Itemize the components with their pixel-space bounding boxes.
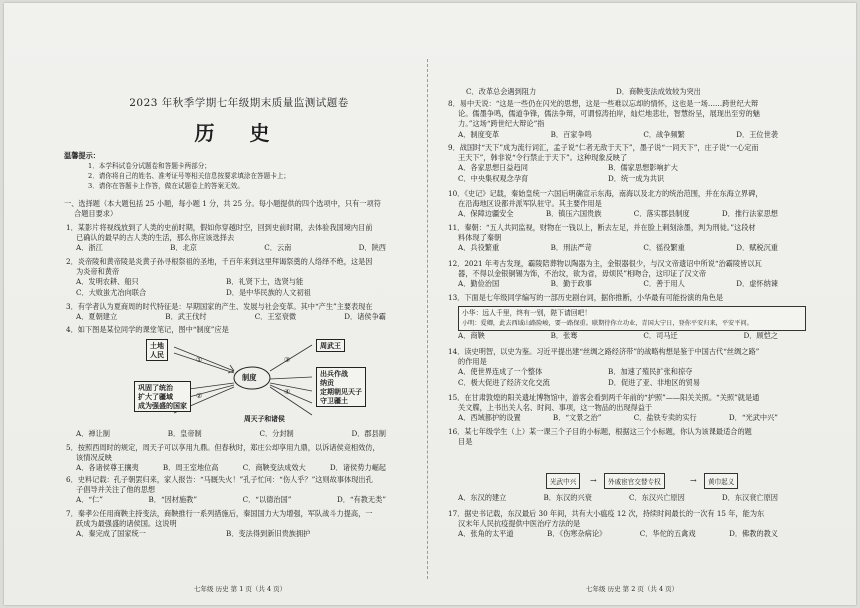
option-c: C．战争频繁 — [643, 129, 685, 139]
option-d: D．促进了亚、非地区的贸易 — [608, 377, 701, 387]
option-c: C．落实郡县制度 — [633, 209, 690, 219]
option-d: D．陕西 — [358, 243, 386, 253]
option-d: D．佛教的教义 — [729, 529, 778, 539]
question-4-options — [66, 429, 396, 439]
option-c: C．华佗的五禽戏 — [639, 529, 696, 539]
option-b: B．加速了殖民扩张和掠夺 — [608, 367, 693, 377]
drama-dialogue-box — [458, 306, 806, 331]
page-divider — [427, 59, 428, 579]
option-d: D．诸侯势力崛起 — [329, 463, 386, 473]
option-b: B．变法得到新旧贵族拥护 — [226, 529, 311, 539]
option-a: A．各家思想日益趋同 — [458, 163, 528, 173]
option-a: A．张角的太平道 — [458, 529, 514, 539]
option-a: A．保障边疆安全 — [458, 209, 514, 219]
page-footer-left: 七年级 历史 第 1 页（共 4 页） — [194, 585, 287, 593]
dialogue-line: 小明：爱卿，此去西域山路险峻，要一路保重。联期待你立功业，青国大宁日，登你平安归来，平安平问。 — [462, 319, 753, 327]
option-d: D．“有教无类” — [336, 495, 386, 505]
option-b: B．刑法严苛 — [550, 243, 592, 253]
option-c: C．王室衰微 — [254, 312, 297, 322]
question-14: 14．读史明智，以史为鉴。习近平提出建“丝绸之路经济带”的战略构想是鉴于中国古代“丝绸之路” 的作用是 A．使世界连成了一个整体 B．加速了殖民扩张和掠夺 C．极大促进了经济文化交流 D．促进了亚、非地区的贸易 — [448, 347, 760, 387]
subject-title: 历 史 — [194, 121, 284, 145]
option-c: C．中央集权观念孕育 — [458, 173, 529, 183]
option-a: A．制度变革 — [458, 129, 500, 139]
num-3: ③ — [284, 355, 291, 364]
option-a: A．勤俭治国 — [458, 279, 500, 289]
question-3: 3．有学者认为夏商周的时代特征是：早期国家的产生、发展与社会变革。其中“产生”主要表现在 A．夏朝建立 B．武王伐纣 C．王室衰微 D．诸侯争霸 — [66, 302, 386, 322]
option-a: A．各诸侯尊王攘夷 — [76, 463, 139, 473]
option-d: D．商鞅变法成效较为突出 — [616, 87, 701, 96]
option-b: B．张骞 — [550, 331, 578, 340]
feudal-diagram — [134, 335, 374, 425]
option-d: D．“光武中兴” — [728, 413, 778, 423]
option-a: A．“仁” — [76, 495, 103, 505]
question-16: 16．某七年级学生（上）某一课三个子目的小标题，根据这三个小标题，你认为该课最适合的题 目是 — [448, 427, 752, 447]
option-c: C．商鞅变法成效大 — [242, 463, 306, 473]
question-13: 13．下面是七年级同学编写的一部历史剧台词，据你推断，小华最有可能扮演的角色是 — [448, 293, 724, 302]
diagram-bottom-right: 出兵作战 纳贡 定期朝见天子 守卫疆土 — [316, 367, 366, 407]
option-d: D．推行法家思想 — [721, 209, 778, 219]
page-footer-right: 七年级 历史 第 2 页（共 4 页） — [586, 585, 679, 593]
timeline-item: 光武中兴 — [546, 473, 580, 489]
option-d: D．赋税沉重 — [736, 243, 778, 253]
option-c: C．分封制 — [259, 429, 294, 438]
question-16-options — [448, 493, 778, 503]
option-d: D．顾恺之 — [743, 331, 778, 340]
diagram-bottom-left: 巩固了统治 扩大了疆域 成为强盛的国家 — [134, 381, 191, 412]
num-2: ② — [196, 391, 203, 400]
option-d: D．是中华民族的人文初祖 — [226, 287, 311, 297]
option-a: A．西域都护的设置 — [458, 413, 521, 423]
question-4: 4．如下图是某位同学的课堂笔记，图中“制度”应是 — [66, 325, 229, 334]
diagram-caption: 周天子和诸侯 — [244, 415, 285, 423]
question-11: 11．秦朝：“五人共同监视，财物在一钱以上，断去左足，并在脸上刺刻涂墨，判为刑徒。”这段材 料体现了秦朝 A．兵役繁重 B．刑法严苛 C．徭役繁重 D．赋税沉重 — [448, 223, 778, 253]
diagram-top-right: 周武王 — [316, 339, 345, 352]
option-a: A．禅让制 — [76, 429, 110, 438]
question-15: 15．在甘肃敦煌的阳关遗址博物馆中，游客会看到两千年前的“护照”——阳关关照。“关照”就是通 关文牒，上书出关人名、时间、事项，这一物品的出现得益于 A．西域都护的设置 B．“文景之治” C．盐铁专卖的实行 D．“光武中兴” — [448, 393, 778, 423]
option-c: C．司马迁 — [643, 331, 678, 340]
question-17: 17．据史书记载，东汉最后 30 年间，共有大小瘟疫 12 次，持续时间最长的一次有 15 年，能为东 汉末年人民抗疫提供中医治疗方法的是 A．张角的太平道 B．《伤寒杂病论》 C．华佗的五禽戏 D．佛教的教义 — [448, 509, 778, 539]
option-a: A．东汉的建立 — [458, 493, 507, 502]
arrow-right-icon: → — [690, 476, 697, 485]
option-b: B．“因材施教” — [148, 495, 198, 505]
option-b: B．北京 — [170, 243, 197, 253]
option-c: C．“以德治国” — [242, 495, 292, 505]
question-6: 6．史料记载：孔子朝罢归来，家人报告：“马厩失火！”孔子忙问：“伤人乎？”这则故事体现出孔 子倡导并关注了他的思想 A．“仁” B．“因材施教” C．“以德治国” D．“有教无类” — [66, 475, 386, 505]
option-d: D．诸侯争霸 — [344, 312, 386, 322]
option-c: C．大败蚩尤冶向联合 — [76, 287, 147, 297]
option-b: B．礼贤下士，选贤与能 — [226, 277, 304, 287]
question-9: 9．战国时“天下”成为流行词汇，孟子说“仁者无敌于天下”，墨子说“一同天下”，庄子说“一心定而 王天下”，韩非说“令行禁止于天下”。这种现象反映了 A．各家思想日益趋同 B．儒家思想影响扩大 C．中央集权观念孕育 D．统一成为共识 — [448, 143, 759, 183]
option-b: B．“文景之治” — [552, 413, 602, 423]
right-page — [448, 3, 806, 605]
exam-title: 2023 年秋季学期七年级期末质量监测试题卷 — [129, 97, 349, 109]
question-10: 10．《史记》记载，秦始皇统一六国后明确宣示东海，南海以及北方的统治范围，并在东海立界碑， 在沿海地区设都并派军队驻守。其主要作用是 A．保障边疆安全 B．镇压六国贵族 C．落实郡县制度 D．推行法家思想 — [448, 189, 778, 219]
option-d: D．东汉衰亡原因 — [721, 493, 778, 502]
exam-sheet — [4, 3, 856, 605]
option-a: A．夏朝建立 — [76, 312, 118, 322]
option-c: C．徭役繁重 — [643, 243, 685, 253]
option-a: A．兵役繁重 — [458, 243, 500, 253]
option-b: B．百家争鸣 — [550, 129, 592, 139]
question-12: 12．2021 年考古发现，霸陵陪葬物以陶器为主，金银器很少，与汉文帝遗诏中所说“治霸陵皆以瓦 器，不得以金银铜锡为饰，不治坟，欲为省，毋烦民”相吻合，这印证了汉文帝 A．勤俭治国 B．勤于政事 C．善于用人 D．虚怀纳谏 — [448, 259, 778, 289]
option-b: B．勤于政事 — [550, 279, 592, 289]
question-1: 1．某影片将视线放到了人类的史前时期，假如你穿越时空，回到史前时期，去体验我国境内目前 已确认的最早的古人类的生活，那么你应该选择去 A．浙江 B．北京 C．云南 D．陕西 — [66, 223, 386, 253]
option-c: C．改革总会遇到阻力 — [466, 87, 537, 96]
dialogue-line: 小华：远人千里，终有一别，陛下请回吧！ — [462, 309, 592, 317]
question-8: 8．易中天说：“这是一些仍在闪光的思想，这是一些难以忘却的情怀，这也是一场……跨世纪大辩 论。儒墨争鸣，儒道争锋，儒法争辩，可谓惊涛拍岸，灿烂地悲壮，智慧纷呈，展现出至穷的魅 力。”这场“跨世纪大辩论”指 A．制度变革 B．百家争鸣 C．战争频繁 D．王位世袭 — [448, 99, 778, 139]
option-d: D．郡县制 — [351, 429, 386, 438]
option-b: B．《伤寒杂病论》 — [547, 529, 607, 539]
diagram-center: 制度 — [242, 373, 257, 382]
num-1: ① — [196, 355, 203, 364]
option-c: C．盐铁专卖的实行 — [633, 413, 697, 423]
option-c: C．云南 — [264, 243, 292, 253]
option-b: B．儒家思想影响扩大 — [608, 163, 678, 173]
option-a: A．浙江 — [76, 243, 103, 253]
arrow-right-icon: → — [590, 476, 597, 485]
option-a: A．秦完成了国家统一 — [76, 529, 146, 539]
option-c: C．善于用人 — [643, 279, 685, 289]
option-b: B．东汉的兴衰 — [543, 493, 592, 502]
option-b: B．皇帝制 — [167, 429, 202, 438]
option-b: B．武王伐纣 — [165, 312, 207, 322]
option-b: B．镇压六国贵族 — [545, 209, 602, 219]
subtitle-timeline — [546, 473, 786, 489]
option-a: A．使世界连成了一个整体 — [458, 367, 543, 377]
notice-item: 1．本学科试卷分试题卷和答题卡两部分； — [88, 162, 211, 170]
notice-item: 3．请你在答题卡上作答，做在试题卷上的答案无效。 — [88, 182, 244, 190]
timeline-item: 黄巾起义 — [704, 473, 738, 489]
question-7-cont — [456, 87, 786, 97]
notice-heading: 温馨提示： — [64, 151, 100, 160]
section-heading-cont: 合题目要求） — [74, 209, 118, 218]
diagram-top-left: 土地 人民 — [146, 339, 168, 361]
notice-item: 2．请你将自己的姓名、准考证号等相关信息按要求填涂在答题卡上； — [88, 172, 291, 180]
option-b: B．周王室地位高 — [162, 463, 219, 473]
option-c: C．东汉兴亡原因 — [628, 493, 685, 502]
question-13-options — [448, 331, 778, 341]
option-a: A．发明农耕、船只 — [76, 277, 139, 287]
question-2: 2．炎帝陵和黄帝陵是炎黄子孙寻根祭祖的圣地，千百年来到这里拜谒祭奠的人络绎不绝，这是因 为炎帝和黄帝 A．发明农耕、船只 B．礼贤下士，选贤与能 C．大败蚩尤冶向联合 D．是中华民族的人文初祖 — [66, 257, 396, 298]
num-4: ④ — [284, 387, 291, 396]
question-7: 7．秦孝公任用商鞅主持变法，商鞅推行一系列措施后，秦国国力大为增强，军队战斗力提高，一 跃成为最强盛的诸侯国。这说明 A．秦完成了国家统一 B．变法得到新旧贵族拥护 — [66, 509, 396, 540]
section-heading: 一、选择题（本大题包括 25 小题，每小题 1 分，共 25 分。每小题提供的四个选项中，只有一项符 — [64, 199, 381, 208]
option-d: D．统一成为共识 — [608, 173, 665, 183]
timeline-item: 外戚宦官交替专权 — [604, 473, 665, 489]
left-page — [64, 3, 404, 605]
option-c: C．极大促进了经济文化交流 — [458, 377, 550, 387]
option-d: D．王位世袭 — [736, 129, 778, 139]
option-d: D．虚怀纳谏 — [736, 279, 778, 289]
option-a: A．商鞅 — [458, 331, 485, 340]
question-5: 5．按照西周时的规定，周天子可以享用九鼎。但春秋时，郑庄公却享用九鼎，以诉诸侯竞相效仿， 该情况反映 A．各诸侯尊王攘夷 B．周王室地位高 C．商鞅变法成效大 D．诸侯势力崛起 — [66, 443, 386, 473]
